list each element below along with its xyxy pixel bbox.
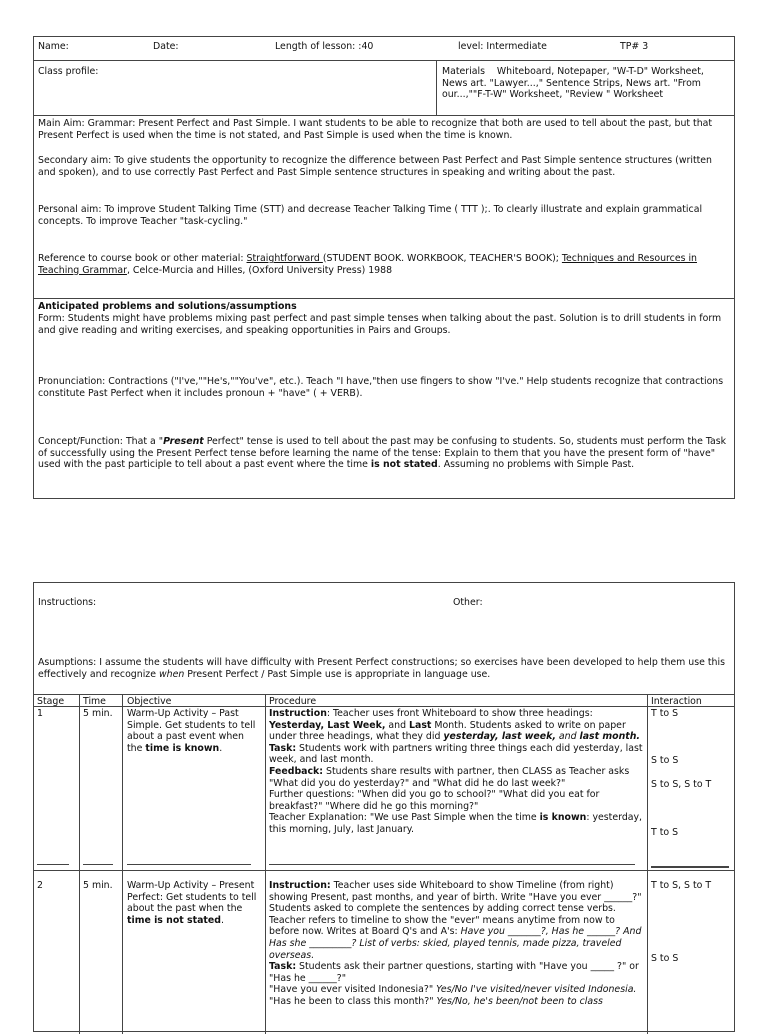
divider (79, 694, 80, 1034)
header-time: Time (83, 696, 106, 707)
row1-obj-bold: time is known (145, 742, 220, 754)
problems-form: Form: Students might have problems mixing past perfect and past simple tenses when talking about the past. Solution is to drill students in form and give reading and writing exercises, and speaking opportunities in Pairs and Groups. (38, 313, 722, 336)
reference-link-straightforward: Straightforward (246, 253, 323, 264)
date-label: Date: (153, 41, 179, 52)
problems-concept (38, 436, 732, 471)
divider (33, 870, 735, 871)
separator-line (269, 864, 635, 865)
row2-obj-end: . (220, 914, 224, 926)
concept-text-2: Perfect" tense is used to tell about the past may be confusing to students. So, students must perform the Task of successfully using the Present Perfect tense before learning the name of the tense: Explain to them that you have the present form of "have" used with the past participle to tell about a past event where the time (38, 436, 727, 471)
row1-instr-4: and (555, 731, 580, 743)
row2-stage: 2 (37, 880, 43, 891)
concept-text-1: Concept/Function: That a " (38, 436, 164, 447)
row2-instruction-label: Instruction: (269, 880, 331, 891)
row2-q1-answer: Yes/No I've visited/never visited Indonesia. (436, 984, 637, 996)
row1-instr-bi: yesterday, last week, (443, 731, 556, 743)
assumptions-when: when (158, 668, 185, 680)
row1-instr-b1: Yesterday, Last Week, (269, 719, 386, 731)
reference-mid: (STUDENT BOOK. WORKBOOK, TEACHER'S BOOK); (322, 253, 562, 264)
tp-label: TP# 3 (620, 41, 649, 52)
length-label: Length of lesson: :40 (275, 41, 374, 52)
separator-line (83, 864, 113, 865)
row1-feedback-text: Students share results with partner, then CLASS as Teacher asks "What did you do yesterday?" and "What did he do last week?" (269, 765, 630, 789)
divider (436, 60, 437, 116)
reference-link-techniques: Techniques and Resources in Teaching Grammar (38, 253, 697, 276)
row1-time: 5 min. (83, 708, 113, 719)
row1-interaction-3: S to S, S to T (651, 779, 712, 790)
row2-interaction-2: S to S (651, 953, 679, 964)
row1-stage: 1 (37, 708, 43, 719)
row1-procedure (269, 708, 643, 836)
row2-task-text: Students ask their partner questions, starting with "Have you _____ ?" or "Has he ______?" (269, 961, 639, 984)
separator-line (127, 864, 251, 865)
row1-instr-3: Month. Students asked to write on paper under three headings, what they did (269, 719, 626, 743)
reference-suffix: , Celce-Murcia and Hilles, (Oxford University Press) 1988 (126, 264, 393, 276)
main-aim: Main Aim: Grammar: Present Perfect and Past Simple. I want students to be able to recognize that both are used to tell about the past, but that Present Perfect is used when the time is not stated, and Past Simple is used when the time is known. (38, 118, 713, 141)
assumptions (38, 657, 732, 680)
materials-text (442, 66, 730, 101)
materials-list: Whiteboard, Notepaper, "W-T-D" Worksheet, News art. "Lawyer...," Sentence Strips, News art. "From our...,""F-T-W" Worksheet, "Review " Worksheet (442, 66, 704, 101)
row1-obj-text: Warm-Up Activity – Past Simple. Get students to tell about a past event when the (127, 708, 256, 754)
concept-bold: is not stated (370, 459, 438, 471)
row2-procedure (269, 880, 643, 1008)
row1-task-text: Students work with partners writing three things each did yesterday, last week, and last month. (269, 742, 643, 766)
other-label: Other: (453, 597, 483, 608)
row1-feedback-label: Feedback: (269, 765, 324, 777)
row1-instruction-label: Instruction (269, 708, 327, 719)
header-stage: Stage (37, 696, 65, 707)
row1-interaction-4: T to S (651, 827, 679, 838)
name-label: Name: (38, 41, 69, 52)
row1-interaction-1: T to S (651, 708, 679, 719)
concept-present: Present (163, 436, 204, 447)
personal-aim: Personal aim: To improve Student Talking Time (STT) and decrease Teacher Talking Time ( TTT );. To clearly illustrate and explain grammatical concepts. To improve Teacher "task-cycling." (38, 204, 703, 227)
instructions-label: Instructions: (38, 597, 97, 608)
divider (33, 115, 735, 116)
divider (122, 694, 123, 1034)
row1-task-label: Task: (269, 742, 297, 754)
row2-q2: "Has he been to class this month?" (269, 995, 437, 1007)
row1-instr-1: : Teacher uses front Whiteboard to show three headings: (326, 708, 593, 719)
header-objective: Objective (127, 696, 172, 707)
problems-heading: Anticipated problems and solutions/assumptions (38, 301, 297, 312)
header-procedure: Procedure (269, 696, 317, 707)
secondary-aim: Secondary aim: To give students the opportunity to recognize the difference between Past Perfect and Past Simple sentence structures (written and spoken), and to use correctly Past Perfect and Past Simple sentence structures in speaking and writing about the past. (38, 155, 713, 178)
reference-material (38, 253, 732, 276)
problems-pronunciation: Pronunciation: Contractions ("I've,""He's,""You've", etc.). Teach "I have,"then use fingers to show "I've." Help students recognize that contractions constitute Past Perfect when it includes pronoun + "have" ( + VERB). (38, 376, 724, 399)
separator-line (37, 864, 69, 865)
row2-time: 5 min. (83, 880, 113, 891)
materials-label: Materials (442, 66, 485, 77)
assumptions-text-1: Asumptions: I assume the students will have difficulty with Present Perfect constructions; so exercises have been developed to help them use this effectively and recognize (38, 657, 725, 680)
row1-objective (127, 708, 261, 754)
class-profile-label: Class profile: (38, 66, 99, 77)
row2-q1: "Have you ever visited Indonesia?" (269, 984, 437, 996)
header-interaction: Interaction (651, 696, 702, 707)
row1-instr-2: and (385, 719, 410, 731)
row2-task-label: Task: (269, 961, 297, 973)
divider (265, 694, 266, 1034)
row2-instr-italic: Have you _______?, Has he ______? And Has she _________? List of verbs: skied, played tennis, made pizza, traveled overseas. (269, 926, 642, 961)
divider (33, 60, 735, 61)
row2-interaction-1: T to S, S to T (651, 880, 712, 891)
row1-explain-2: : yesterday, this morning, July, last January. (269, 812, 643, 835)
assumptions-text-2: Present Perfect / Past Simple use is appropriate in language use. (184, 668, 491, 680)
row2-instr-1: Teacher uses side Whiteboard to show Timeline (from right) showing Present, past months, and year of birth. Write "Have you ever ______?" Students asked to complete the sentences by adding correct tense verbs. Teacher refers to timeline to show the "ever" means anytime from now to before now. Writes at Board Q's and A's: (269, 880, 642, 938)
row1-instr-b2: Last (409, 719, 432, 731)
reference-prefix: Reference to course book or other material: (38, 253, 247, 264)
row2-objective (127, 880, 263, 926)
row1-obj-end: . (219, 742, 223, 754)
row1-interaction-2: S to S (651, 755, 679, 766)
level-label: level: Intermediate (458, 41, 547, 52)
row2-q2-answer: Yes/No, he's been/not been to class (436, 995, 603, 1007)
divider (647, 694, 648, 1034)
row2-obj-bold: time is not stated (127, 914, 221, 926)
divider (33, 694, 735, 695)
divider (33, 298, 735, 299)
concept-text-3: . Assuming no problems with Simple Past. (437, 459, 635, 471)
separator-line (651, 866, 729, 868)
row1-explain-1: Teacher Explanation: "We use Past Simple when the time (269, 812, 540, 824)
row1-explain-bold: is known (539, 812, 587, 824)
row1-instr-bi2: last month. (579, 731, 640, 743)
row1-further: Further questions: "When did you go to school?" "What did you eat for breakfast?" "Where did he go this morning?" (269, 789, 600, 812)
row2-obj-text: Warm-Up Activity – Present Perfect: Get students to tell about the past when the (127, 880, 257, 915)
